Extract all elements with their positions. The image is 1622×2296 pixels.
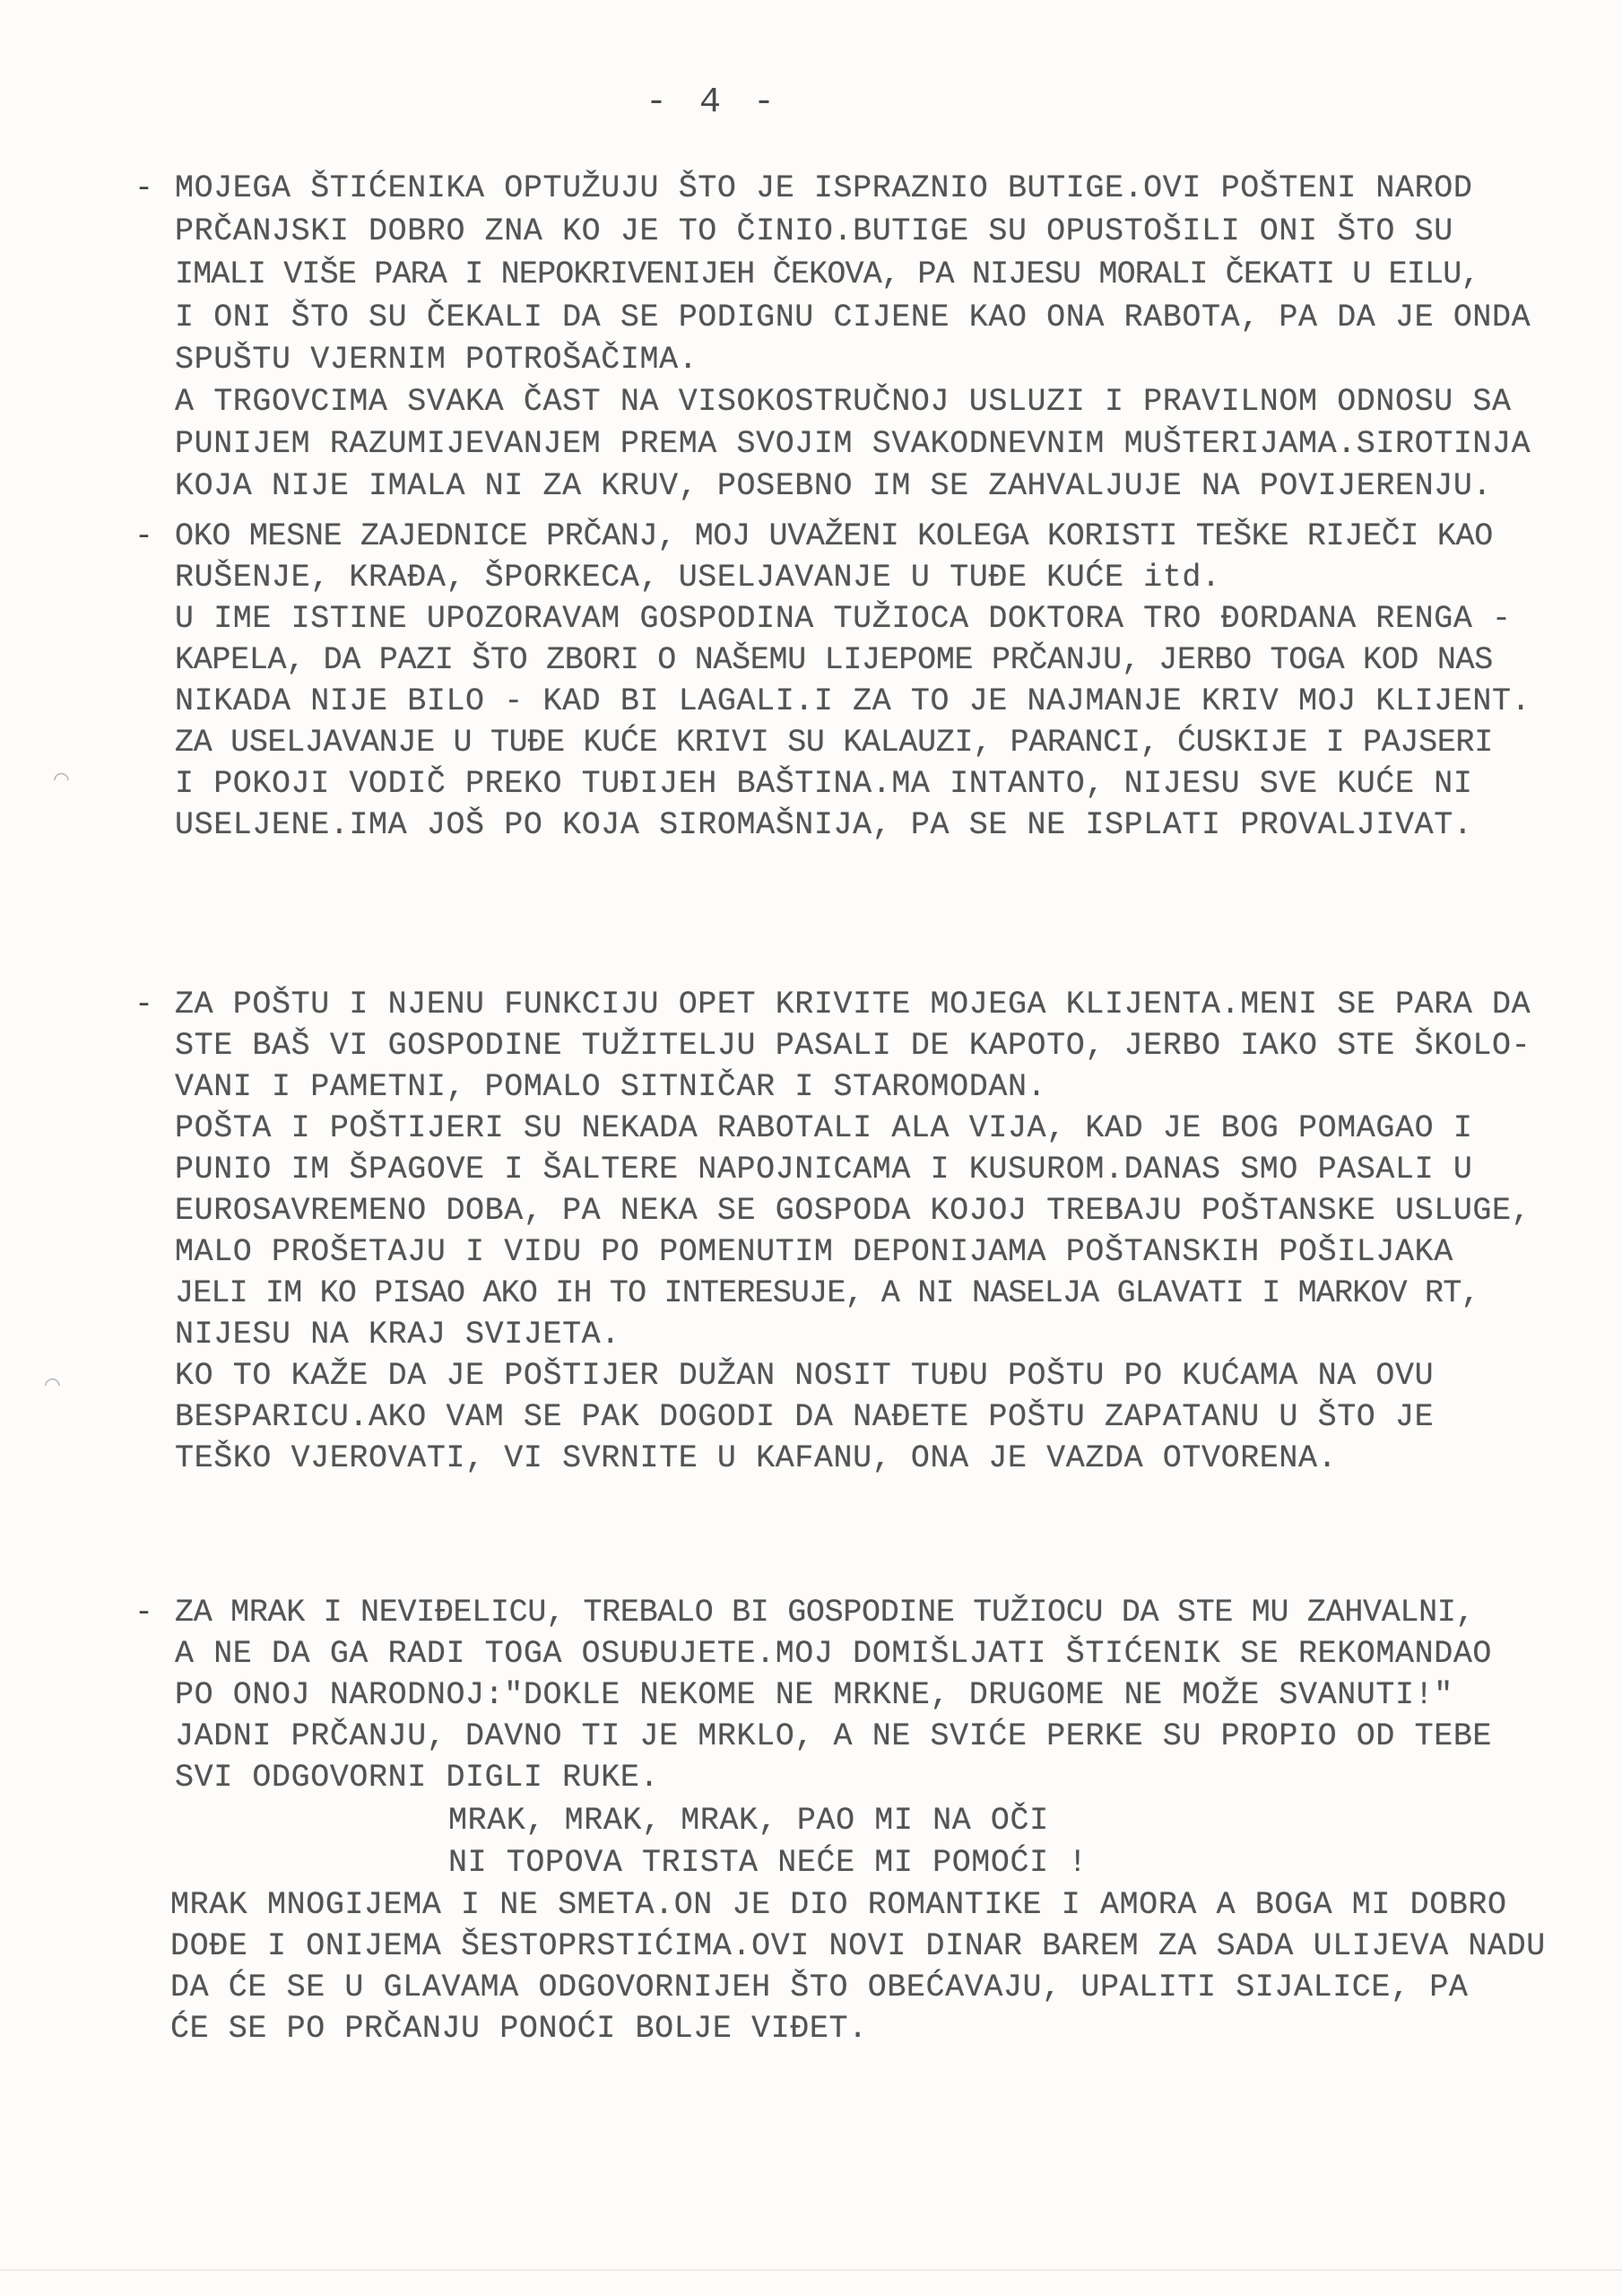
text-line: STE BAŠ VI GOSPODINE TUŽITELJU PASALI DE KAPOTO, JERBO IAKO STE ŠKOLO- <box>175 1028 1531 1064</box>
text-line: EUROSAVREMENO DOBA, PA NEKA SE GOSPODA KOJOJ TREBAJU POŠTANSKE USLUGE, <box>175 1193 1531 1229</box>
text-line: SVI ODGOVORNI DIGLI RUKE. <box>175 1760 660 1796</box>
text-line: ZA MRAK I NEVIĐELICU, TREBALO BI GOSPODINE TUŽIOCU DA STE MU ZAHVALNI, <box>175 1595 1475 1631</box>
text-line: PRČANJSKI DOBRO ZNA KO JE TO ČINIO.BUTIGE SU OPUSTOŠILI ONI ŠTO SU <box>175 213 1453 249</box>
text-line: I POKOJI VODIČ PREKO TUĐIJEH BAŠTINA.MA INTANTO, NIJESU SVE KUĆE NI <box>175 766 1473 802</box>
text-line: KAPELA, DA PAZI ŠTO ZBORI O NAŠEMU LIJEPOME PRČANJU, JERBO TOGA KOD NAS <box>175 642 1493 678</box>
verse-line: NI TOPOVA TRISTA NEĆE MI POMOĆI ! <box>448 1845 1088 1881</box>
text-line: USELJENE.IMA JOŠ PO KOJA SIROMAŠNIJA, PA SE NE ISPLATI PROVALJIVAT. <box>175 807 1473 843</box>
text-line: PUNIJEM RAZUMIJEVANJEM PREMA SVOJIM SVAKODNEVNIM MUŠTERIJAMA.SIROTINJA <box>175 426 1531 462</box>
text-line: VANI I PAMETNI, POMALO SITNIČAR I STAROMODAN. <box>175 1069 1047 1105</box>
paragraph-dash: - <box>134 987 154 1022</box>
text-line: TEŠKO VJEROVATI, VI SVRNITE U KAFANU, ONA JE VAZDA OTVORENA. <box>175 1440 1338 1476</box>
text-line: MOJEGA ŠTIĆENIKA OPTUŽUJU ŠTO JE ISPRAZNIO BUTIGE.OVI POŠTENI NAROD <box>175 170 1473 206</box>
text-line: RUŠENJE, KRAĐA, ŠPORKECA, USELJAVANJE U TUĐE KUĆE itd. <box>175 560 1221 596</box>
text-line: A NE DA GA RADI TOGA OSUĐUJETE.MOJ DOMIŠLJATI ŠTIĆENIK SE REKOMANDAO <box>175 1636 1493 1672</box>
paragraph-dash: - <box>134 1595 154 1631</box>
margin-mark: ⌒ <box>54 766 69 794</box>
text-line: KO TO KAŽE DA JE POŠTIJER DUŽAN NOSIT TUĐU POŠTU PO KUĆAMA NA OVU <box>175 1358 1435 1394</box>
text-line: PO ONOJ NARODNOJ:"DOKLE NEKOME NE MRKNE, DRUGOME NE MOŽE SVANUTI!" <box>175 1677 1453 1713</box>
text-line: ZA POŠTU I NJENU FUNKCIJU OPET KRIVITE MOJEGA KLIJENTA.MENI SE PARA DA <box>175 987 1531 1022</box>
paragraph-dash: - <box>134 518 154 554</box>
text-line: POŠTA I POŠTIJERI SU NEKADA RABOTALI ALA VIJA, KAD JE BOG POMAGAO I <box>175 1110 1473 1146</box>
page-edge <box>0 2269 1622 2271</box>
text-line: IMALI VIŠE PARA I NEPOKRIVENIJEH ČEKOVA, PA NIJESU MORALI ČEKATI U EILU, <box>175 257 1479 292</box>
text-line: NIKADA NIJE BILO - KAD BI LAGALI.I ZA TO JE NAJMANJE KRIV MOJ KLIJENT. <box>175 683 1531 719</box>
text-line: I ONI ŠTO SU ČEKALI DA SE PODIGNU CIJENE KAO ONA RABOTA, PA DA JE ONDA <box>175 300 1531 335</box>
page-number: - 4 - <box>646 83 781 123</box>
text-line: ĆE SE PO PRČANJU PONOĆI BOLJE VIĐET. <box>170 2011 868 2047</box>
text-line: A TRGOVCIMA SVAKA ČAST NA VISOKOSTRUČNOJ USLUZI I PRAVILNOM ODNOSU SA <box>175 384 1512 420</box>
text-line: MALO PROŠETAJU I VIDU PO POMENUTIM DEPONIJAMA POŠTANSKIH POŠILJAKA <box>175 1234 1453 1270</box>
text-line: OKO MESNE ZAJEDNICE PRČANJ, MOJ UVAŽENI KOLEGA KORISTI TEŠKE RIJEČI KAO <box>175 518 1493 554</box>
text-line: PUNIO IM ŠPAGOVE I ŠALTERE NAPOJNICAMA I KUSUROM.DANAS SMO PASALI U <box>175 1152 1473 1187</box>
text-line: JADNI PRČANJU, DAVNO TI JE MRKLO, A NE SVIĆE PERKE SU PROPIO OD TEBE <box>175 1718 1493 1754</box>
paragraph-dash: - <box>134 170 154 206</box>
text-line: JELI IM KO PISAO AKO IH TO INTERESUJE, A NI NASELJA GLAVATI I MARKOV RT, <box>175 1275 1479 1311</box>
text-line: NIJESU NA KRAJ SVIJETA. <box>175 1317 620 1352</box>
text-line: ZA USELJAVANJE U TUĐE KUĆE KRIVI SU KALAUZI, PARANCI, ĆUSKIJE I PAJSERI <box>175 725 1493 761</box>
text-line: KOJA NIJE IMALA NI ZA KRUV, POSEBNO IM SE ZAHVALJUJE NA POVIJERENJU. <box>175 468 1493 504</box>
text-line: DOĐE I ONIJEMA ŠESTOPRSTIĆIMA.OVI NOVI DINAR BAREM ZA SADA ULIJEVA NADU <box>170 1928 1546 1964</box>
text-line: DA ĆE SE U GLAVAMA ODGOVORNIJEH ŠTO OBEĆAVAJU, UPALITI SIJALICE, PA <box>170 1970 1469 2005</box>
verse-line: MRAK, MRAK, MRAK, PAO MI NA OČI <box>448 1803 1049 1839</box>
text-line: SPUŠTU VJERNIM POTROŠAČIMA. <box>175 342 698 378</box>
text-line: U IME ISTINE UPOZORAVAM GOSPODINA TUŽIOCA DOKTORA TRO ĐORDANA RENGA - <box>175 601 1512 637</box>
text-line: BESPARICU.AKO VAM SE PAK DOGODI DA NAĐETE POŠTU ZAPATANU U ŠTO JE <box>175 1399 1435 1435</box>
text-line: MRAK MNOGIJEMA I NE SMETA.ON JE DIO ROMANTIKE I AMORA A BOGA MI DOBRO <box>170 1887 1507 1923</box>
margin-mark: ⌒ <box>45 1371 60 1399</box>
